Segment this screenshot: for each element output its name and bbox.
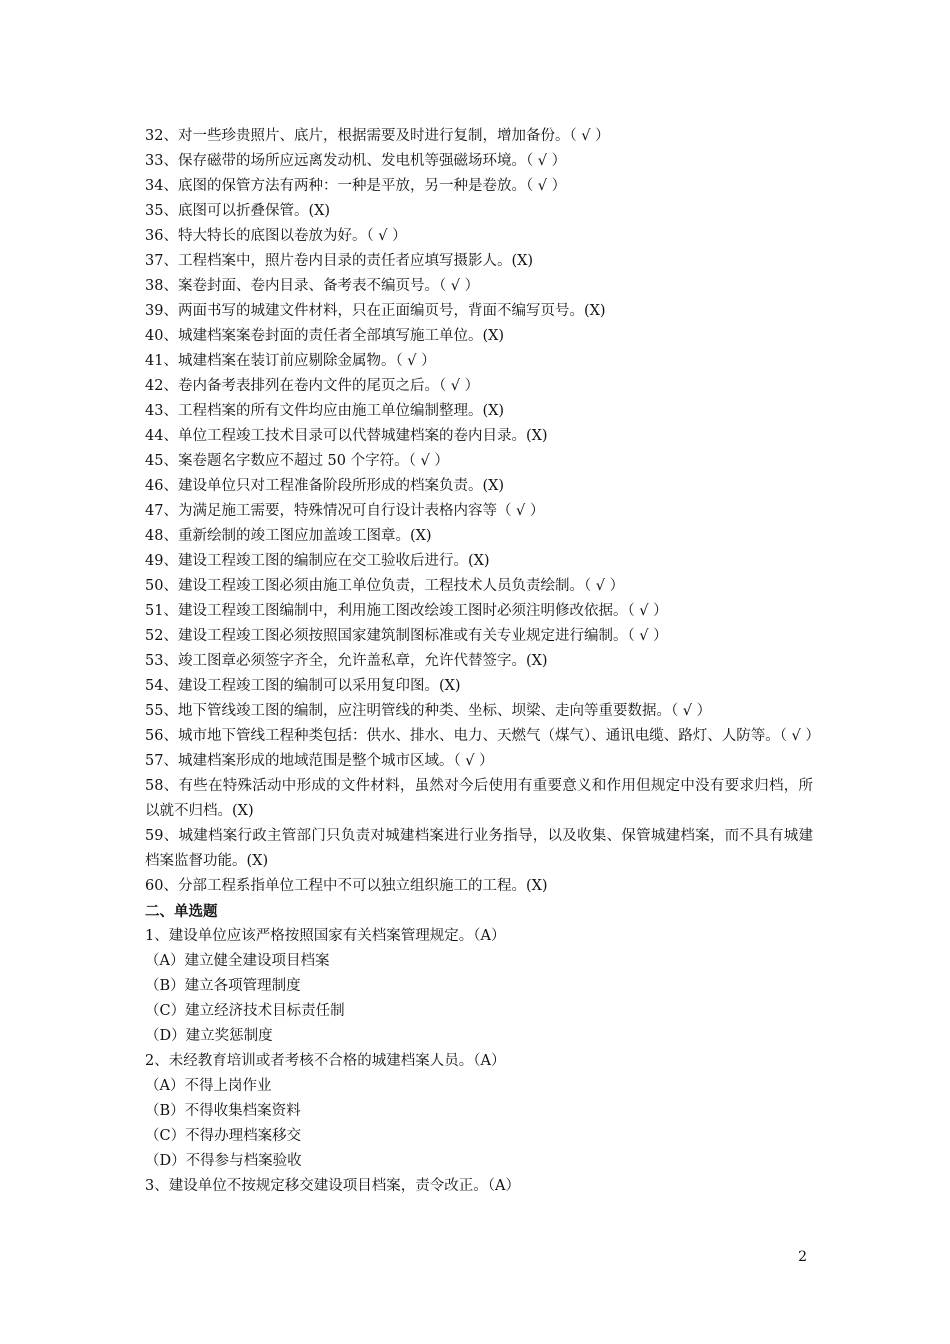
judgment-item-56: 56、城市地下管线工程种类包括：供水、排水、电力、天燃气（煤气）、通讯电缆、路灯、人防等。（ √ ）: [145, 728, 820, 744]
judgment-item-32: 32、对一些珍贵照片、底片，根据需要及时进行复制，增加备份。（ √ ）: [145, 128, 610, 144]
judgment-item-35: 35、底图可以折叠保管。(X): [145, 203, 331, 219]
judgment-item-58: 58、有些在特殊活动中形成的文件材料，虽然对今后使用有重要意义和作用但规定中没有要求归档，所以就不归档。(X): [145, 778, 813, 819]
question-1-option-a: （A）建立健全建设项目档案: [145, 953, 330, 969]
section-title-single-choice: 二、单选题: [145, 903, 218, 920]
question-1: 1、建设单位应该严格按照国家有关档案管理规定。（A）: [145, 928, 506, 944]
judgment-item-48: 48、重新绘制的竣工图应加盖竣工图章。(X): [145, 528, 432, 544]
question-3: 3、建设单位不按规定移交建设项目档案，责令改正。（A）: [145, 1178, 520, 1194]
judgment-item-43: 43、工程档案的所有文件均应由施工单位编制整理。(X): [145, 403, 505, 419]
judgment-item-45: 45、案卷题名字数应不超过 50 个字符。（ √ ）: [145, 453, 449, 469]
judgment-item-38: 38、案卷封面、卷内目录、备考表不编页号。（ √ ）: [145, 278, 480, 294]
page-number: 2: [798, 1249, 807, 1265]
judgment-item-37: 37、工程档案中，照片卷内目录的责任者应填写摄影人。(X): [145, 253, 534, 269]
judgment-item-54: 54、建设工程竣工图的编制可以采用复印图。(X): [145, 678, 461, 694]
question-2-option-b: （B）不得收集档案资料: [145, 1103, 301, 1119]
question-2-option-d: （D）不得参与档案验收: [145, 1153, 302, 1169]
judgment-item-57: 57、城建档案形成的地域范围是整个城市区域。（ √ ）: [145, 753, 494, 769]
judgment-item-59: 59、城建档案行政主管部门只负责对城建档案进行业务指导，以及收集、保管城建档案，而不具有城建档案监督功能。(X): [145, 828, 813, 869]
question-1-option-b: （B）建立各项管理制度: [145, 978, 301, 994]
judgment-item-55: 55、地下管线竣工图的编制，应注明管线的种类、坐标、坝梁、走向等重要数据。（ √ ）: [145, 703, 712, 719]
question-1-option-d: （D）建立奖惩制度: [145, 1028, 273, 1044]
document-body: [145, 124, 820, 1199]
question-1-option-c: （C）建立经济技术目标责任制: [145, 1003, 345, 1019]
judgment-item-44: 44、单位工程竣工技术目录可以代替城建档案的卷内目录。(X): [145, 428, 548, 444]
judgment-item-39: 39、两面书写的城建文件材料，只在正面编页号，背面不编写页号。(X): [145, 303, 606, 319]
judgment-item-50: 50、建设工程竣工图必须由施工单位负责，工程技术人员负责绘制。（ √ ）: [145, 578, 625, 594]
judgment-item-46: 46、建设单位只对工程准备阶段所形成的档案负责。(X): [145, 478, 505, 494]
judgment-item-47: 47、为满足施工需要，特殊情况可自行设计表格内容等（ √ ）: [145, 503, 545, 519]
judgment-item-51: 51、建设工程竣工图编制中，利用施工图改绘竣工图时必须注明修改依据。（ √ ）: [145, 603, 668, 619]
judgment-item-60: 60、分部工程系指单位工程中不可以独立组织施工的工程。(X): [145, 878, 548, 894]
question-2-option-c: （C）不得办理档案移交: [145, 1128, 302, 1144]
judgment-item-36: 36、特大特长的底图以卷放为好。（ √ ）: [145, 228, 407, 244]
judgment-item-33: 33、保存磁带的场所应远离发动机、发电机等强磁场环境。（ √ ）: [145, 153, 567, 169]
judgment-item-53: 53、竣工图章必须签字齐全，允许盖私章，允许代替签字。(X): [145, 653, 548, 669]
judgment-item-52: 52、建设工程竣工图必须按照国家建筑制图标准或有关专业规定进行编制。（ √ ）: [145, 628, 668, 644]
question-2: 2、未经教育培训或者考核不合格的城建档案人员。（A）: [145, 1053, 506, 1069]
judgment-item-40: 40、城建档案案卷封面的责任者全部填写施工单位。(X): [145, 328, 505, 344]
judgment-item-34: 34、底图的保管方法有两种：一种是平放，另一种是卷放。（ √ ）: [145, 178, 567, 194]
judgment-item-49: 49、建设工程竣工图的编制应在交工验收后进行。(X): [145, 553, 490, 569]
judgment-item-41: 41、城建档案在装订前应剔除金属物。（ √ ）: [145, 353, 436, 369]
judgment-item-42: 42、卷内备考表排列在卷内文件的尾页之后。（ √ ）: [145, 378, 480, 394]
question-2-option-a: （A）不得上岗作业: [145, 1078, 272, 1094]
